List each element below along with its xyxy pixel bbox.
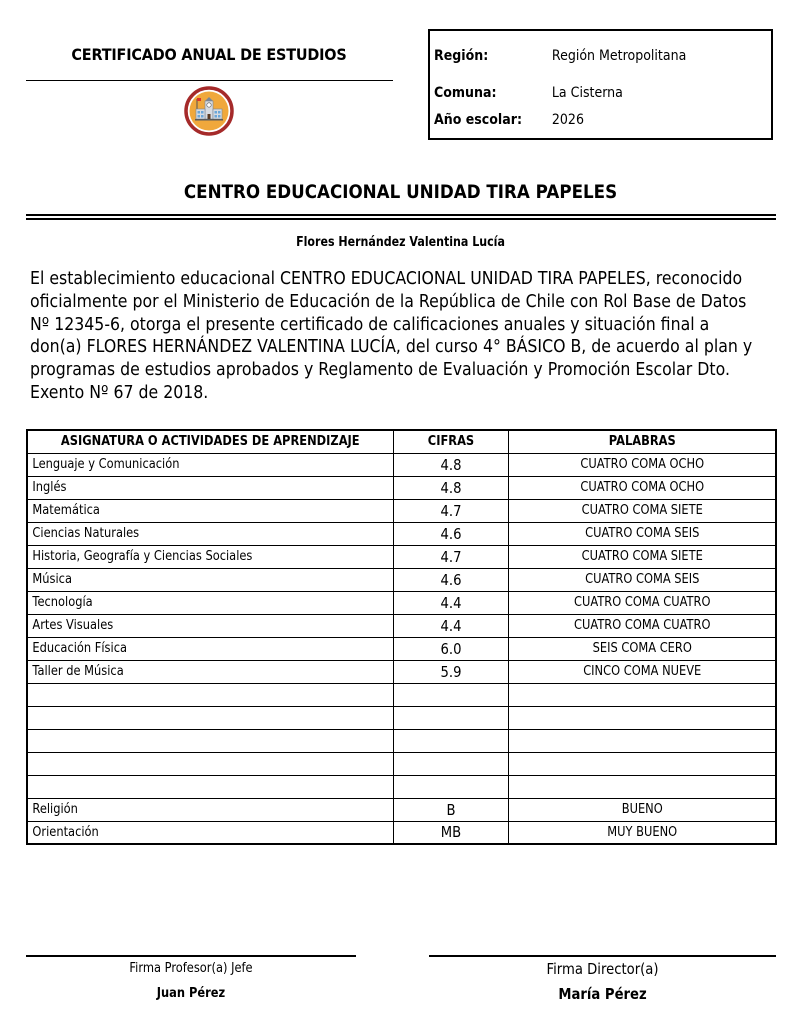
subject-cell: Música	[27, 568, 393, 591]
grades-table	[26, 429, 777, 845]
grade-cell: 4.7	[393, 499, 508, 522]
grade-cell	[393, 752, 508, 775]
words-cell: CUATRO COMA CUATRO	[508, 591, 776, 614]
table-row	[27, 476, 776, 499]
region-value: Región Metropolitana	[551, 48, 687, 64]
words-cell	[508, 775, 776, 798]
grade-cell	[393, 729, 508, 752]
year-value: 2026	[551, 112, 584, 128]
director-signature-line	[429, 955, 776, 957]
teacher-signature-role: Firma Profesor(a) Jefe	[129, 961, 253, 976]
subject-cell: Matemática	[27, 499, 393, 522]
table-header-row	[27, 430, 776, 453]
region-row	[434, 48, 686, 64]
table-row	[27, 591, 776, 614]
certificate-body-text: El establecimiento educacional CENTRO EDUCACIONAL UNIDAD TIRA PAPELES, reconocido oficialmente por el Ministerio de Educación de la República de Chile con Rol Base de Datos Nº 12345-6, otorga el presente certificado de calificaciones anuales y situación final a don(a) FLORES HERNÁNDEZ VALENTINA LUCÍA, del curso 4° BÁSICO B, de acuerdo al plan y programas de estudios aprobados y Reglamento de Evaluación y Promoción Escolar Dto. Exento Nº 67 de 2018.	[30, 268, 753, 403]
table-row	[27, 499, 776, 522]
table-row	[27, 522, 776, 545]
director-name: María Pérez	[558, 985, 647, 1003]
grade-cell	[393, 683, 508, 706]
header-subject: ASIGNATURA O ACTIVIDADES DE APRENDIZAJE	[27, 430, 393, 453]
subject-cell	[27, 683, 393, 706]
grade-cell: 5.9	[393, 660, 508, 683]
grade-cell: 4.6	[393, 522, 508, 545]
comuna-label: Comuna:	[434, 85, 497, 101]
subject-cell: Ciencias Naturales	[27, 522, 393, 545]
words-cell: CUATRO COMA SIETE	[508, 499, 776, 522]
grade-cell: 4.8	[393, 453, 508, 476]
subject-cell	[27, 706, 393, 729]
words-cell: BUENO	[508, 798, 776, 821]
year-row	[434, 112, 584, 128]
subject-cell	[27, 775, 393, 798]
table-row	[27, 545, 776, 568]
grade-cell	[393, 775, 508, 798]
info-box	[428, 29, 773, 140]
grade-cell: 4.4	[393, 614, 508, 637]
subject-cell: Educación Física	[27, 637, 393, 660]
title-divider	[26, 80, 393, 81]
grade-cell: 4.8	[393, 476, 508, 499]
teacher-name: Juan Pérez	[156, 986, 226, 1001]
words-cell	[508, 706, 776, 729]
grade-cell	[393, 706, 508, 729]
words-cell: CUATRO COMA SEIS	[508, 568, 776, 591]
words-cell	[508, 752, 776, 775]
words-cell	[508, 683, 776, 706]
grade-cell: 4.6	[393, 568, 508, 591]
words-cell: CUATRO COMA SEIS	[508, 522, 776, 545]
words-cell: MUY BUENO	[508, 821, 776, 844]
subject-cell	[27, 752, 393, 775]
table-row	[27, 706, 776, 729]
words-cell	[508, 729, 776, 752]
subject-cell: Lenguaje y Comunicación	[27, 453, 393, 476]
words-cell: CUATRO COMA CUATRO	[508, 614, 776, 637]
words-cell: CUATRO COMA OCHO	[508, 476, 776, 499]
subject-cell: Orientación	[27, 821, 393, 844]
subject-cell: Inglés	[27, 476, 393, 499]
grade-cell: B	[393, 798, 508, 821]
words-cell: SEIS COMA CERO	[508, 637, 776, 660]
school-building-icon	[184, 86, 234, 136]
table-row	[27, 683, 776, 706]
comuna-row	[434, 85, 623, 101]
double-divider-top	[26, 214, 776, 216]
table-row	[27, 821, 776, 844]
double-divider-bottom	[26, 218, 776, 220]
school-name: CENTRO EDUCACIONAL UNIDAD TIRA PAPELES	[183, 181, 618, 203]
comuna-value: La Cisterna	[551, 85, 623, 101]
table-row	[27, 752, 776, 775]
table-row	[27, 729, 776, 752]
grade-cell: 6.0	[393, 637, 508, 660]
subject-cell: Historia, Geografía y Ciencias Sociales	[27, 545, 393, 568]
subject-cell: Religión	[27, 798, 393, 821]
region-label: Región:	[434, 48, 489, 64]
year-label: Año escolar:	[434, 112, 523, 128]
words-cell: CINCO COMA NUEVE	[508, 660, 776, 683]
header-words: PALABRAS	[508, 430, 776, 453]
table-row	[27, 453, 776, 476]
grade-cell: 4.7	[393, 545, 508, 568]
subject-cell	[27, 729, 393, 752]
director-signature-role: Firma Director(a)	[546, 960, 659, 978]
table-row	[27, 637, 776, 660]
table-row	[27, 568, 776, 591]
table-row	[27, 798, 776, 821]
grade-cell: MB	[393, 821, 508, 844]
header-figures: CIFRAS	[393, 430, 508, 453]
grade-cell: 4.4	[393, 591, 508, 614]
words-cell: CUATRO COMA OCHO	[508, 453, 776, 476]
table-row	[27, 775, 776, 798]
subject-cell: Artes Visuales	[27, 614, 393, 637]
teacher-signature-line	[26, 955, 356, 957]
certificate-title: CERTIFICADO ANUAL DE ESTUDIOS	[71, 45, 347, 64]
subject-cell: Tecnología	[27, 591, 393, 614]
table-row	[27, 614, 776, 637]
table-row	[27, 660, 776, 683]
subject-cell: Taller de Música	[27, 660, 393, 683]
student-name: Flores Hernández Valentina Lucía	[296, 235, 505, 250]
words-cell: CUATRO COMA SIETE	[508, 545, 776, 568]
